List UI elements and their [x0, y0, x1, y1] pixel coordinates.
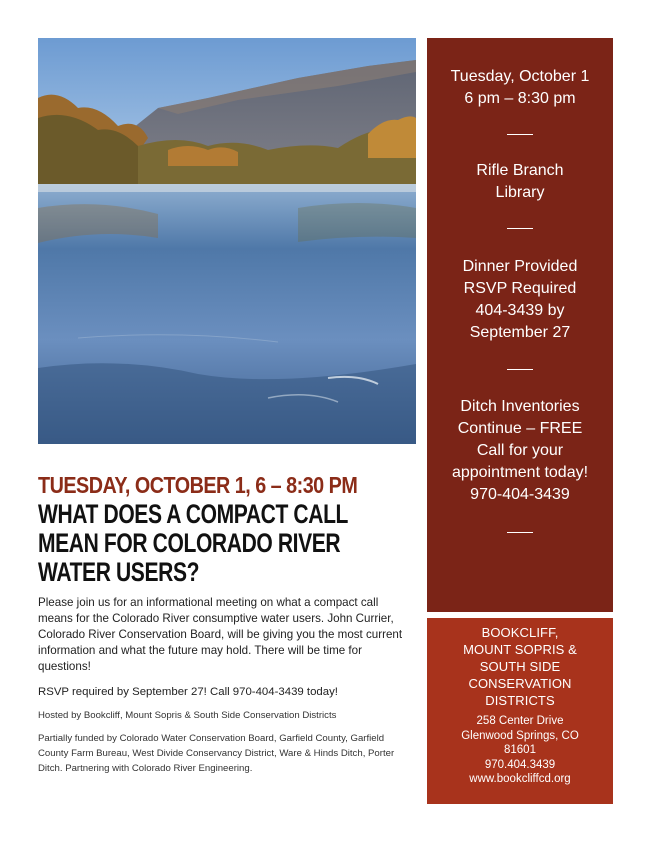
divider: [507, 369, 533, 370]
org-name-line: CONSERVATION: [468, 676, 572, 691]
event-description: [38, 595, 416, 784]
location-block: [427, 160, 613, 204]
org-name-line: DISTRICTS: [485, 693, 555, 708]
city-state: Glenwood Springs, CO: [461, 729, 579, 742]
ditch-line: 970-404-3439: [470, 486, 570, 503]
org-name-line: SOUTH SIDE: [479, 659, 561, 674]
dinner-line: RSVP Required: [463, 280, 577, 297]
divider: [507, 134, 533, 135]
event-title: [38, 500, 381, 587]
funding-credits: Partially funded by Colorado Water Conservation Board, Garfield County, Garfield County Farm Bureau, West Divide Conservancy District, Ware & Hinds Ditch, Porter Ditch. Partnering with Colorado River Engineering.: [38, 733, 395, 774]
sidebar-date: Tuesday, October 1: [450, 68, 590, 85]
title-line: WATER USERS?: [38, 557, 200, 587]
title-line: MEAN FOR COLORADO RIVER: [38, 528, 341, 558]
rsvp-line: RSVP required by September 27! Call 970-404-3439 today!: [38, 686, 338, 698]
date-block: [427, 66, 613, 110]
zip-code: 81601: [504, 744, 536, 756]
org-name-line: MOUNT SOPRIS &: [463, 642, 577, 657]
event-date-headline: TUESDAY, OCTOBER 1, 6 – 8:30 PM: [38, 472, 358, 498]
divider: [507, 228, 533, 229]
organization-contact: [427, 714, 613, 787]
intro-paragraph: Please join us for an informational meeting on what a compact call means for the Colorado River consumptive water users. John Currier, Colorado River Conservation Board, will be giving you the most current information and what the future may hold. There will be time for questions!: [38, 596, 403, 673]
dinner-line: September 27: [469, 324, 571, 341]
organization-panel: [427, 618, 613, 804]
ditch-inventory-block: [427, 396, 613, 506]
dinner-line: Dinner Provided: [462, 258, 578, 275]
website-link[interactable]: www.bookcliffcd.org: [469, 773, 571, 785]
location-line: Library: [495, 184, 545, 201]
phone-number: 970.404.3439: [484, 758, 556, 771]
sidebar-time: 6 pm – 8:30 pm: [464, 90, 576, 107]
event-details-panel: [427, 38, 613, 612]
org-name-line: BOOKCLIFF,: [481, 625, 559, 640]
ditch-line: Continue – FREE: [457, 420, 583, 437]
ditch-line: Call for your: [476, 442, 564, 459]
ditch-line: Ditch Inventories: [460, 398, 580, 415]
divider: [507, 532, 533, 533]
street-address: 258 Center Drive: [476, 715, 564, 727]
organization-name: [427, 624, 613, 709]
dinner-line: 404-3439 by: [475, 302, 565, 319]
ditch-line: appointment today!: [451, 464, 589, 481]
hosted-by: Hosted by Bookcliff, Mount Sopris & South Side Conservation Districts: [38, 710, 337, 721]
dinner-block: [427, 256, 613, 344]
title-line: WHAT DOES A COMPACT CALL: [38, 499, 349, 529]
river-landscape-photo: [38, 38, 416, 444]
location-line: Rifle Branch: [476, 162, 564, 179]
